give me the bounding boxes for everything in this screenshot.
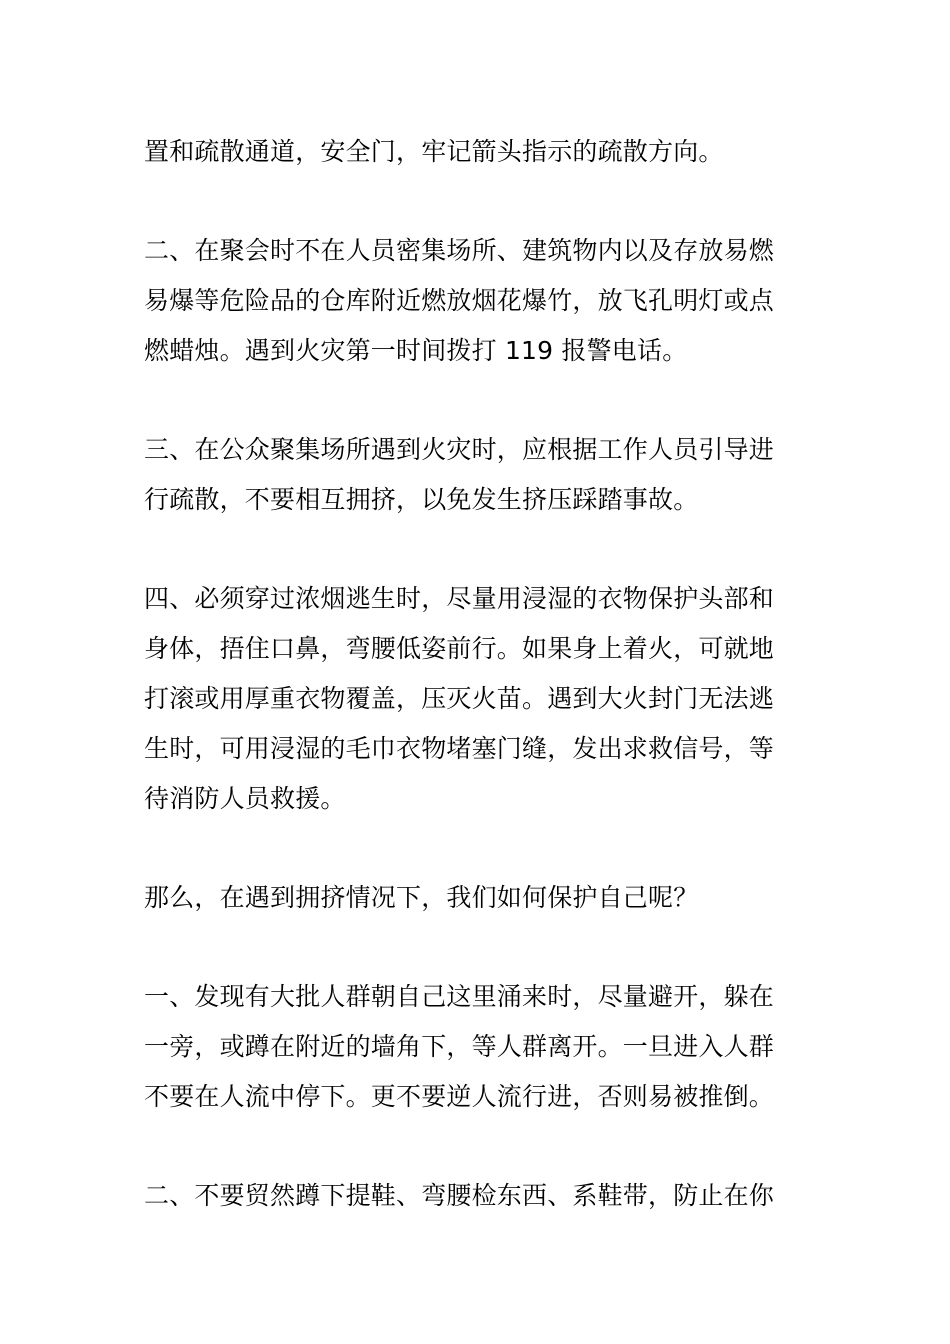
paragraph-smoke-escape-rule (144, 574, 812, 824)
text-line: 易爆等危险品的仓库附近燃放烟花爆竹，放飞孔明灯或点 (144, 286, 775, 315)
text-line: 一旁，或蹲在附近的墙角下，等人群离开。一旦进入人群 (144, 1032, 775, 1061)
text-line: 那么，在遇到拥挤情况下，我们如何保护自己呢？ (144, 883, 699, 912)
text-line: 置和疏散通道，安全门，牢记箭头指示的疏散方向。 (144, 137, 724, 166)
text-line: 二、不要贸然蹲下提鞋、弯腰检东西、系鞋带，防止在你 (144, 1181, 775, 1210)
text-line: 四、必须穿过浓烟逃生时，尽量用浸湿的衣物保护头部和 (144, 584, 775, 613)
text-line: 待消防人员救援。 (144, 784, 346, 813)
text-line: 燃蜡烛。遇到火灾第一时间拨打 119 报警电话。 (144, 336, 688, 365)
paragraph-crowd-rule-two (144, 1171, 812, 1221)
paragraph-crowd-rule-one (144, 972, 812, 1122)
text-line: 一、发现有大批人群朝自己这里涌来时，尽量避开，躲在 (144, 982, 775, 1011)
paragraph-crowd-question (144, 873, 812, 923)
text-line: 生时，可用浸湿的毛巾衣物堵塞门缝，发出求救信号，等 (144, 734, 775, 763)
text-line: 二、在聚会时不在人员密集场所、建筑物内以及存放易燃 (144, 236, 775, 265)
text-line: 行疏散，不要相互拥挤，以免发生挤压踩踏事故。 (144, 485, 699, 514)
paragraph-evacuation-end (144, 127, 812, 177)
text-line: 身体，捂住口鼻，弯腰低姿前行。如果身上着火，可就地 (144, 634, 775, 663)
text-line: 打滚或用厚重衣物覆盖，压灭火苗。遇到大火封门无法逃 (144, 684, 775, 713)
text-line: 不要在人流中停下。更不要逆人流行进，否则易被推倒。 (144, 1082, 775, 1111)
text-line: 三、在公众聚集场所遇到火灾时，应根据工作人员引导进 (144, 435, 775, 464)
paragraph-fireworks-rule (144, 226, 812, 376)
paragraph-public-venue-rule (144, 425, 812, 525)
